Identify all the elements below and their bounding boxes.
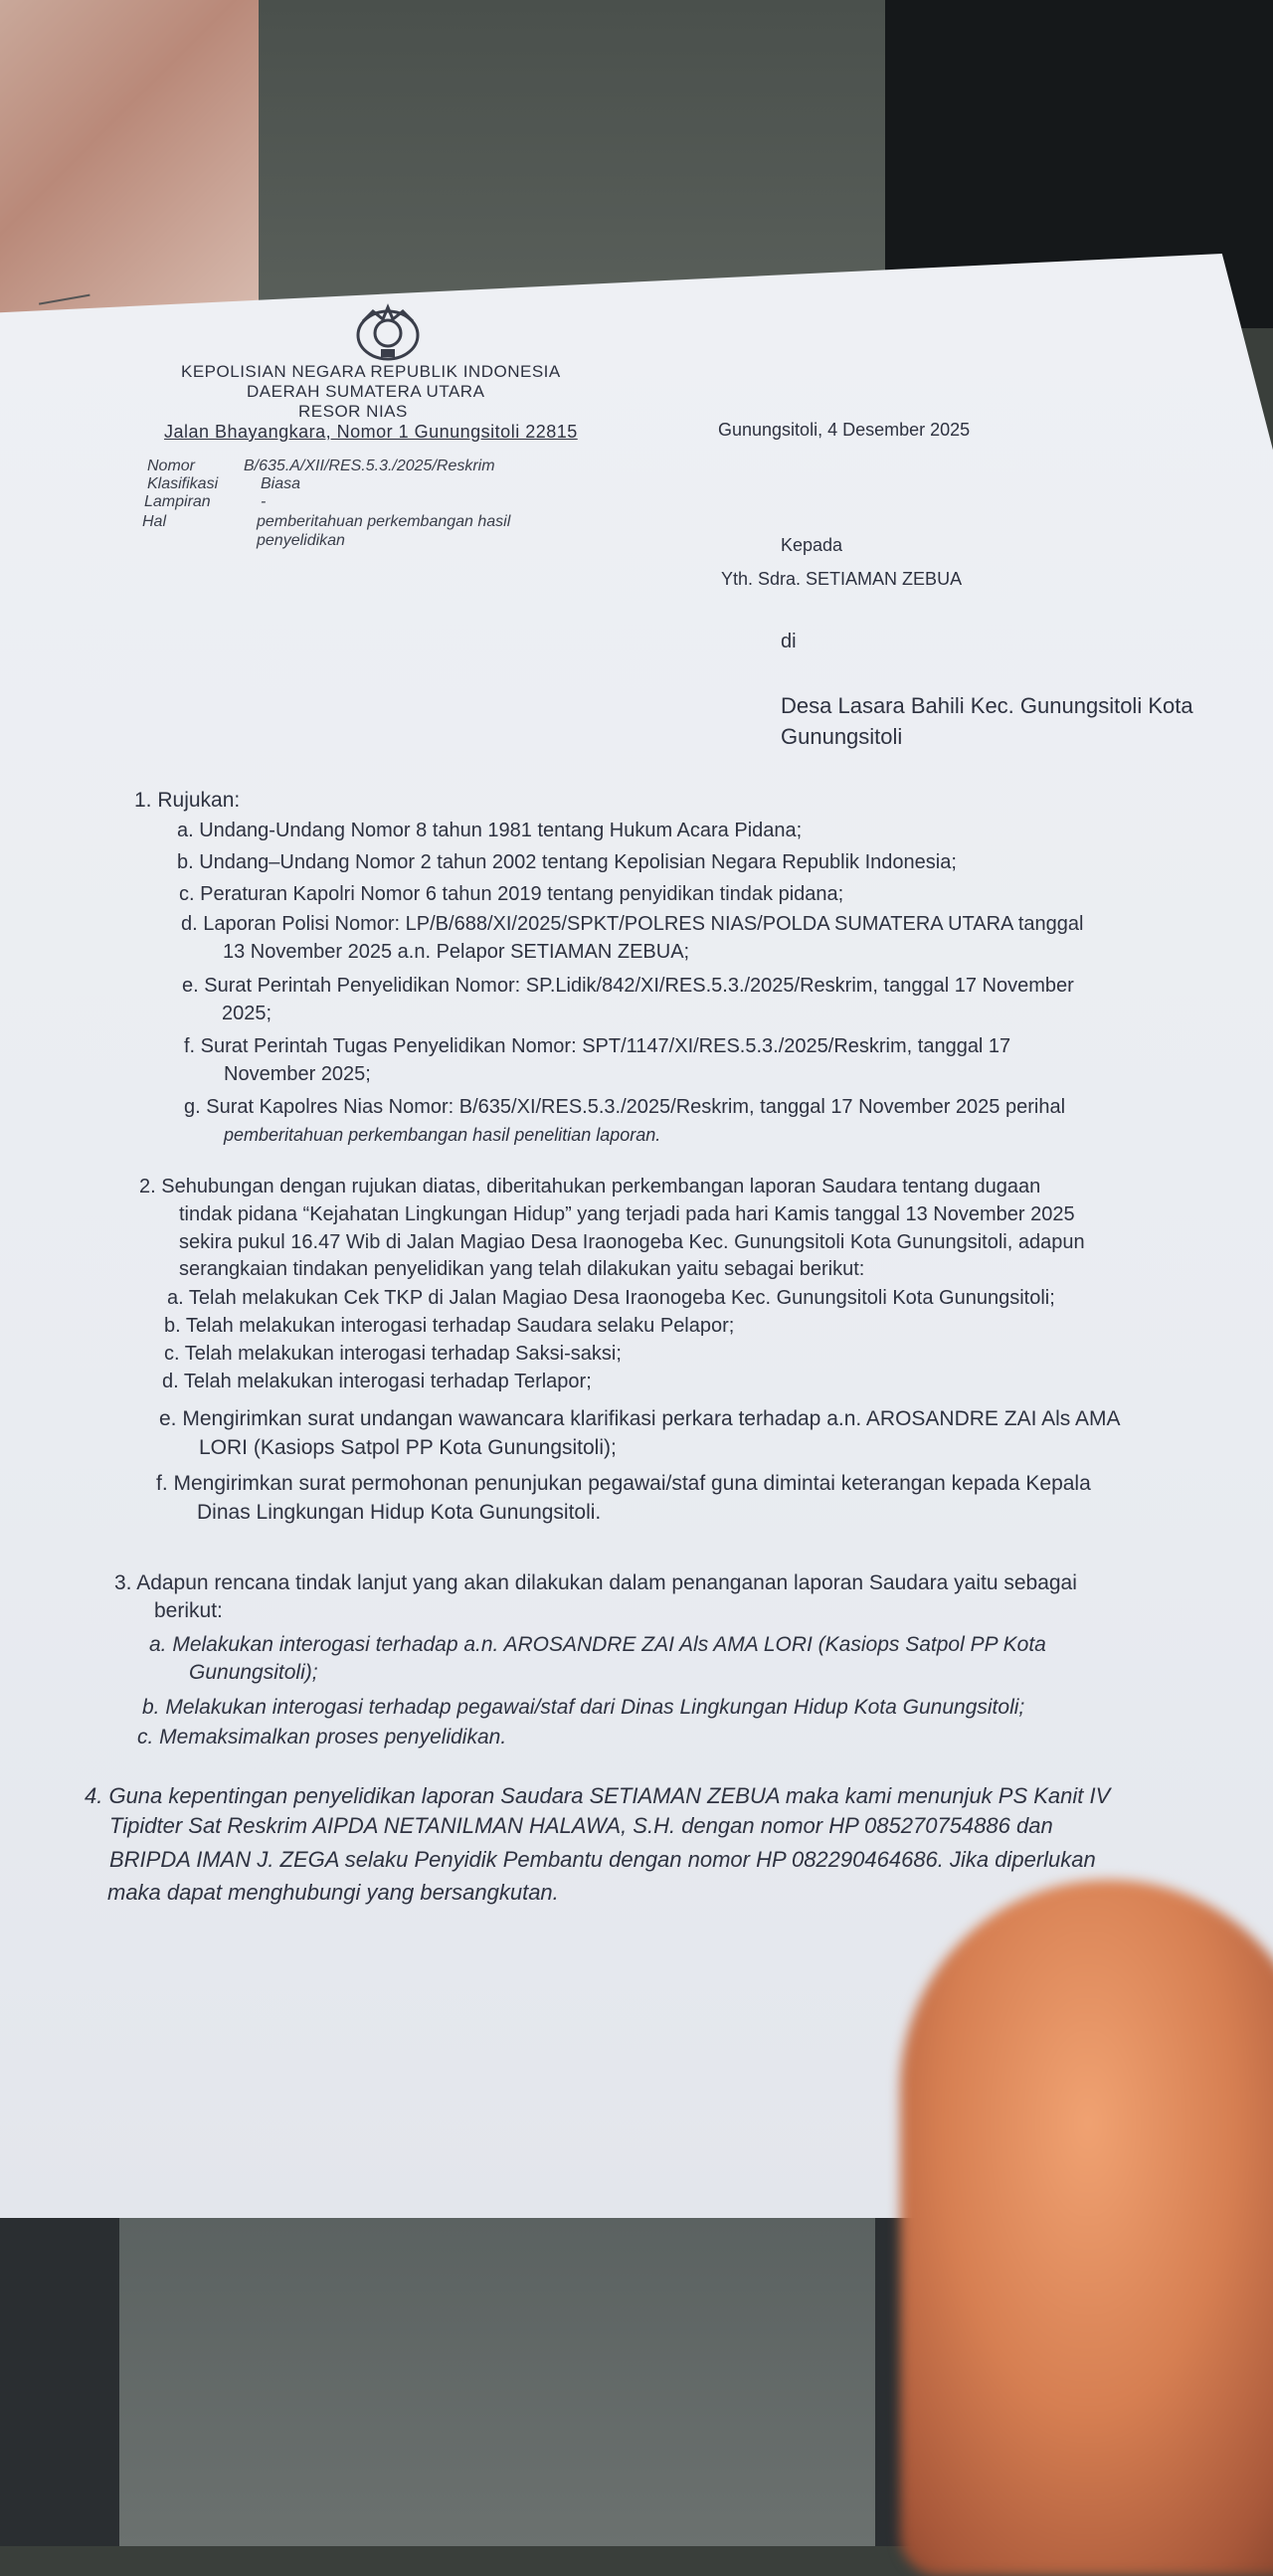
- section1-item: b. Undang–Undang Nomor 2 tahun 2002 tentang Kepolisian Negara Republik Indonesia;: [177, 851, 957, 873]
- section3-item: a. Melakukan interogasi terhadap a.n. AROSANDRE ZAI Als AMA LORI (Kasiops Satpol PP Kota: [149, 1633, 1046, 1656]
- section3-item: c. Memaksimalkan proses penyelidikan.: [137, 1726, 507, 1748]
- section1-item: a. Undang-Undang Nomor 8 tahun 1981 tentang Hukum Acara Pidana;: [177, 820, 803, 841]
- section2-item: LORI (Kasiops Satpol PP Kota Gunungsitoli);: [199, 1436, 617, 1459]
- section2-item: c. Telah melakukan interogasi terhadap Saksi-saksi;: [164, 1343, 622, 1365]
- hal-label: Hal: [142, 513, 167, 530]
- section2-item: Dinas Lingkungan Hidup Kota Gunungsitoli.: [197, 1501, 602, 1524]
- section1-item: g. Surat Kapolres Nias Nomor: B/635/XI/RES.5.3./2025/Reskrim, tanggal 17 November 2025 perihal: [184, 1096, 1066, 1118]
- klasifikasi-value: Biasa: [261, 475, 301, 492]
- section4-line: 4. Guna kepentingan penyelidikan laporan Saudara SETIAMAN ZEBUA maka kami menunjuk PS Kanit IV: [85, 1783, 1111, 1808]
- section1-item: 2025;: [222, 1003, 273, 1024]
- header-resor: RESOR NIAS: [298, 402, 408, 421]
- header-institution: KEPOLISIAN NEGARA REPUBLIK INDONESIA: [181, 362, 561, 381]
- recipient-place-2: Gunungsitoli: [781, 724, 903, 749]
- hal-value-2: penyelidikan: [257, 532, 345, 549]
- header-address: Jalan Bhayangkara, Nomor 1 Gunungsitoli 22815: [164, 422, 578, 442]
- section2-line: tindak pidana “Kejahatan Lingkungan Hidup” yang terjadi pada hari Kamis tanggal 13 November 2025: [179, 1203, 1075, 1225]
- hal-value-1: pemberitahuan perkembangan hasil: [257, 513, 511, 530]
- section4-line: BRIPDA IMAN J. ZEGA selaku Penyidik Pembantu dengan nomor HP 082290464686. Jika diperlukan: [109, 1847, 1096, 1872]
- section4-line: Tipidter Sat Reskrim AIPDA NETANILMAN HALAWA, S.H. dengan nomor HP 085270754886 dan: [109, 1813, 1053, 1838]
- background-wall: [0, 0, 259, 328]
- section3-item: Gunungsitoli);: [189, 1661, 318, 1684]
- background-slab-bottom: [119, 2198, 875, 2546]
- di-label: di: [781, 631, 797, 652]
- section2-line: serangkaian tindakan penyelidikan yang telah dilakukan yaitu sebagai berikut:: [179, 1258, 865, 1280]
- nomor-label: Nomor: [147, 458, 196, 474]
- klasifikasi-label: Klasifikasi: [147, 475, 219, 492]
- section1-item: c. Peraturan Kapolri Nomor 6 tahun 2019 tentang penyidikan tindak pidana;: [179, 883, 844, 905]
- recipient-name: Yth. Sdra. SETIAMAN ZEBUA: [721, 569, 963, 589]
- section2-item: b. Telah melakukan interogasi terhadap Saudara selaku Pelapor;: [164, 1315, 735, 1337]
- section2-item: d. Telah melakukan interogasi terhadap Terlapor;: [162, 1371, 592, 1392]
- section1-item: November 2025;: [224, 1063, 371, 1085]
- section1-item: d. Laporan Polisi Nomor: LP/B/688/XI/2025/SPKT/POLRES NIAS/POLDA SUMATERA UTARA tanggal: [181, 913, 1084, 935]
- section1-heading: 1. Rujukan:: [134, 789, 241, 812]
- kepada-label: Kepada: [781, 535, 843, 555]
- nomor-value: B/635.A/XII/RES.5.3./2025/Reskrim: [244, 458, 495, 474]
- section1-item: e. Surat Perintah Penyelidikan Nomor: SP.Lidik/842/XI/RES.5.3./2025/Reskrim, tanggal 17 November: [182, 975, 1074, 997]
- section2-item: a. Telah melakukan Cek TKP di Jalan Magiao Desa Iraonogeba Kec. Gunungsitoli Kota Gunungsitoli;: [167, 1287, 1055, 1309]
- section1-item: 13 November 2025 a.n. Pelapor SETIAMAN ZEBUA;: [223, 941, 690, 963]
- section3-item: b. Melakukan interogasi terhadap pegawai/staf dari Dinas Lingkungan Hidup Kota Gunungsitoli;: [142, 1696, 1025, 1719]
- section3-line: berikut:: [154, 1599, 223, 1622]
- finger-thumb: [900, 1880, 1273, 2576]
- header-region: DAERAH SUMATERA UTARA: [247, 382, 485, 401]
- section2-item: f. Mengirimkan surat permohonan penunjukan pegawai/staf guna dimintai keterangan kepada Kepala: [156, 1472, 1091, 1495]
- police-emblem-icon: [343, 303, 433, 363]
- section4-line: maka dapat menghubungi yang bersangkutan.: [107, 1880, 559, 1905]
- section3-line: 3. Adapun rencana tindak lanjut yang akan dilakukan dalam penanganan laporan Saudara yaitu sebagai: [114, 1571, 1077, 1594]
- section2-item: e. Mengirimkan surat undangan wawancara klarifikasi perkara terhadap a.n. AROSANDRE ZAI Als AMA: [159, 1407, 1121, 1430]
- section1-item: f. Surat Perintah Tugas Penyelidikan Nomor: SPT/1147/XI/RES.5.3./2025/Reskrim, tanggal 17: [184, 1035, 1011, 1057]
- place-date: Gunungsitoli, 4 Desember 2025: [718, 420, 971, 440]
- recipient-place-1: Desa Lasara Bahili Kec. Gunungsitoli Kota: [781, 693, 1193, 718]
- section2-line: sekira pukul 16.47 Wib di Jalan Magiao Desa Iraonogeba Kec. Gunungsitoli Kota Gunungsitoli, adapun: [179, 1231, 1085, 1253]
- section2-line: 2. Sehubungan dengan rujukan diatas, diberitahukan perkembangan laporan Saudara tentang dugaan: [139, 1176, 1041, 1197]
- lampiran-label: Lampiran: [144, 493, 211, 510]
- section1-item: pemberitahuan perkembangan hasil penelitian laporan.: [224, 1125, 661, 1145]
- lampiran-value: -: [261, 493, 267, 510]
